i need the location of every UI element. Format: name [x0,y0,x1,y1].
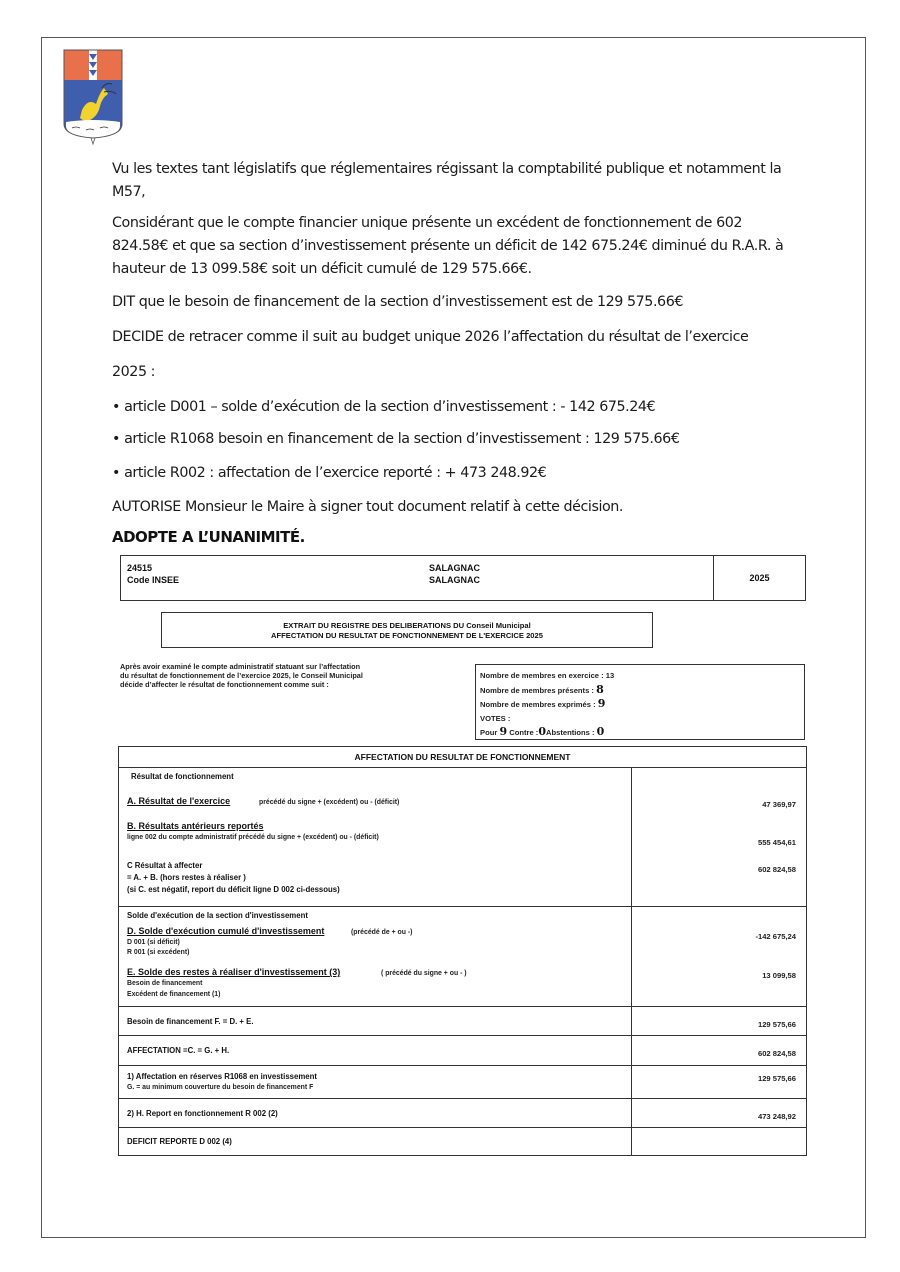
commune-block [429,562,480,586]
table-row-reserves-g [119,1066,806,1099]
votes-label: VOTES : [480,713,511,723]
year-cell [713,556,805,600]
invest-section-title: Solde d'exécution de la section d'investissement [127,911,308,920]
line-b-note: ligne 002 du compte administratif précédé du signe + (excédent) ou - (déficit) [127,834,379,841]
affectation-table [118,746,807,1156]
line-g-label: 1) Affectation en réserves R1068 en investissement [127,1072,317,1081]
table-heading: AFFECTATION DU RESULTAT DE FONCTIONNEMENT [119,747,806,768]
line-a-note: précédé du signe + (excédent) ou - (déficit) [259,799,400,806]
table-cell-label [119,1007,632,1035]
line-d-r001: R 001 (si excédent) [127,949,190,956]
members-present-label: Nombre de membres présents : [480,685,594,695]
insee-code-label: Code INSEE [127,575,180,585]
line-c-label: C Résultat à affecter [127,861,203,870]
members-in-office-row [480,669,800,683]
line-e-excedent: Excédent de financement (1) [127,991,221,998]
members-in-office-value: 13 [605,671,615,680]
line-d-note: (précédé de + ou -) [351,929,413,936]
header-box [120,555,806,601]
paragraph-considerant: Considérant que le compte financier unique présente un excédent de fonctionnement de 602 824.58€ et que sa section d’investissement présente un déficit de 142 675.24€ diminué du R.A.R. à hauteur de 13 099.58€ soit un déficit cumulé de 129 575.66€. [112,215,784,277]
resultat-section-title: Résultat de fonctionnement [131,772,234,781]
affectation-label: AFFECTATION =C. = G. + H. [127,1046,230,1055]
line-a-label: A. Résultat de l'exercice [127,796,231,806]
members-expressed-row [480,697,800,712]
table-cell-label [119,1099,632,1127]
line-e-value: 13 099,58 [762,971,796,980]
bullet-article-r002: • article R002 : affectation de l’exercice reporté : + 473 248.92€ [112,465,547,481]
table-row-besoin-f [119,1007,806,1036]
insee-code: 24515 [127,563,153,573]
table-cell-label [119,907,632,1006]
table-row-affectation [119,1036,806,1066]
intro-line-1: Après avoir examiné le compte administratif statuant sur l’affectation [120,662,361,671]
commune-name: SALAGNAC [429,563,480,573]
paragraph-autorise: AUTORISE Monsieur le Maire à signer tout document relatif à cette décision. [112,499,623,515]
line-b-label: B. Résultats antérieurs reportés [127,821,264,831]
line-e-besoin: Besoin de financement [127,980,203,987]
paragraph-dit: DIT que le besoin de financement de la section d’investissement est de 129 575.66€ [112,294,683,310]
paragraph-vu-les-textes: Vu les textes tant législatifs que réglementaires régissant la comptabilité publique et notamment la M57, [112,161,782,200]
paragraph-decide: DECIDE de retracer comme il suit au budget unique 2026 l’affectation du résultat de l’exercice [112,329,749,345]
line-g-value: 129 575,66 [757,1074,796,1083]
votes-against-value: 0 [538,725,546,738]
table-row-resultat [119,768,806,907]
line-d-d001: D 001 (si déficit) [127,939,180,946]
line-d-label: D. Solde d'exécution cumulé d'investissement [127,926,325,936]
year: 2025 [749,573,770,583]
line-a-value: 47 369,97 [762,800,796,809]
members-expressed-label: Nombre de membres exprimés : [480,700,596,709]
votes-for-value: 9 [499,725,508,738]
line-g-note: G. = au minimum couverture du besoin de financement F [127,1084,314,1091]
table-cell-label [119,1128,632,1155]
insee-code-block [127,562,179,586]
abstentions-value: 0 [596,725,605,738]
intro-line-2: du résultat de fonctionnement de l’exercice 2025, le Conseil Municipal [120,671,363,680]
coat-of-arms-icon [62,48,124,148]
table-row-investissement [119,907,806,1007]
votes-box [475,664,805,740]
abstentions-label: Abstentions : [545,728,595,737]
members-in-office-label: Nombre de membres en exercice : [480,671,604,680]
table-cell-label [119,1066,632,1098]
line-c-note: (si C. est négatif, report du déficit ligne D 002 ci-dessous) [127,885,340,894]
affectation-value: 602 824,58 [757,1049,796,1058]
line-e-label: E. Solde des restes à réaliser d'investissement (3) [127,967,341,977]
intro-line-3: décide d’affecter le résultat de fonctionnement comme suit : [120,680,329,689]
line-h-label: 2) H. Report en fonctionnement R 002 (2) [127,1109,278,1118]
votes-detail-row [480,725,800,740]
line-d-value: -142 675,24 [755,932,796,941]
bullet-article-r1068: • article R1068 besoin en financement de la section d’investissement : 129 575.66€ [112,431,680,447]
votes-for-label: Pour [480,728,498,737]
members-present-value: 8 [596,682,604,696]
commune-name-2: SALAGNAC [429,575,480,585]
votes-against-label: Contre : [509,728,539,737]
line-h-value: 473 248,92 [757,1112,796,1121]
line-f-value: 129 575,66 [757,1020,796,1029]
adoption-statement: ADOPTE A L’UNANIMITÉ. [112,528,305,546]
paragraph-year: 2025 : [112,364,156,380]
title-line-1: EXTRAIT DU REGISTRE DES DELIBERATIONS DU Conseil Municipal [283,621,531,630]
members-present-row [480,683,800,698]
table-row-deficit [119,1128,806,1155]
line-f-label: Besoin de financement F. = D. + E. [127,1017,254,1026]
table-cell-label [119,768,632,906]
line-b-value: 555 454,61 [757,838,796,847]
bullet-article-d001: • article D001 – solde d’exécution de la section d’investissement : - 142 675.24€ [112,399,656,415]
line-e-note: ( précédé du signe + ou - ) [381,970,467,977]
table-row-report-h [119,1099,806,1128]
members-expressed-value: 9 [597,697,606,710]
intro-text [120,662,420,689]
line-c-value: 602 824,58 [757,865,796,874]
table-cell-label [119,1036,632,1065]
line-c-formula: = A. + B. (hors restes à réaliser ) [127,873,246,882]
deficit-label: DEFICIT REPORTE D 002 (4) [127,1137,232,1146]
title-line-2: AFFECTATION DU RESULTAT DE FONCTIONNEMENT DE L'EXERCICE 2025 [271,631,543,640]
title-box [161,612,653,648]
